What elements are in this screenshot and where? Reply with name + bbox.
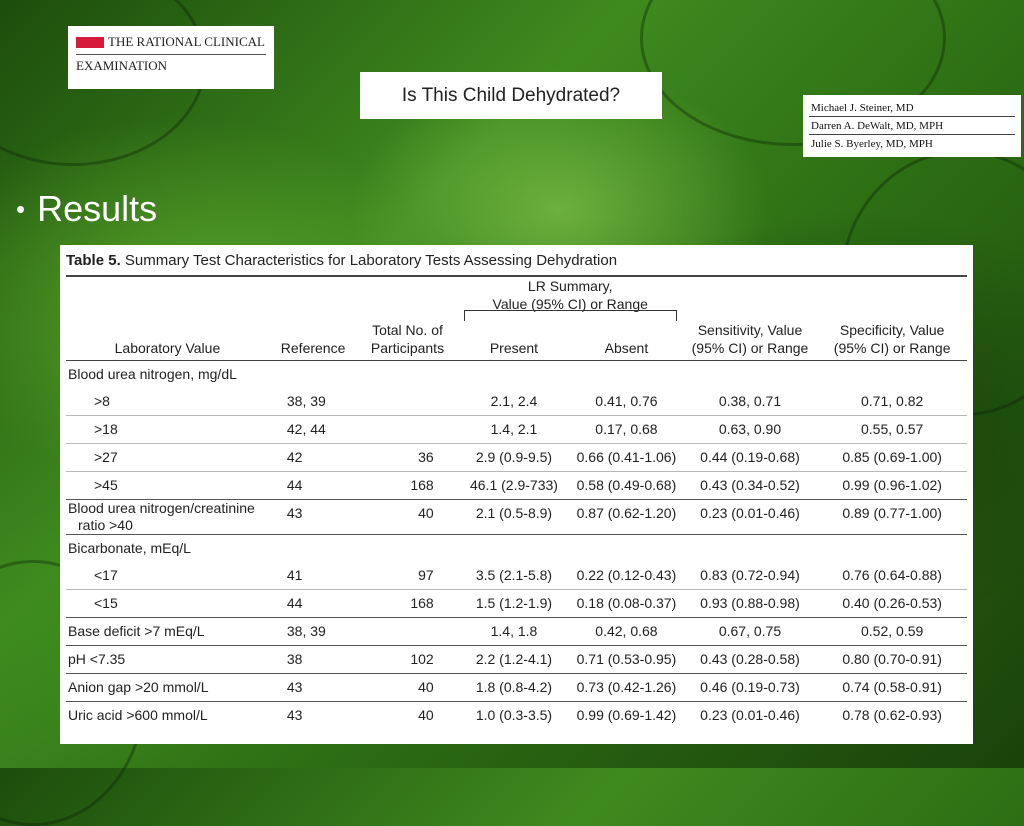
- table-row: [66, 500, 967, 535]
- section-row: [66, 535, 967, 563]
- cell-reference: 42: [269, 444, 357, 472]
- cell-reference: 38, 39: [269, 618, 357, 646]
- cell-sensitivity: 0.38, 0.71: [718, 393, 782, 409]
- cell-absent: 0.99 (0.69-1.42): [570, 702, 682, 730]
- cell-participants: [357, 388, 457, 416]
- logo-line1-text: THE RATIONAL CLINICAL: [108, 34, 265, 49]
- cell-participants: 40: [357, 702, 457, 730]
- cell-lab-value: Base deficit >7 mEq/L: [66, 618, 269, 646]
- cell-sensitivity: 0.44 (0.19-0.68): [683, 444, 818, 472]
- cell-lab-value: >27: [66, 444, 269, 472]
- cell-present: 2.9 (0.9-9.5): [458, 444, 570, 472]
- cell-present: 1.4, 2.1: [458, 416, 570, 444]
- cell-absent: 0.58 (0.49-0.68): [570, 472, 682, 500]
- cell-present: 1.0 (0.3-3.5): [458, 702, 570, 730]
- lab-test-table: [66, 277, 967, 729]
- cell-absent: 0.22 (0.12-0.43): [576, 567, 677, 583]
- cell-specificity: 0.52, 0.59: [817, 618, 967, 646]
- table-row: [66, 388, 967, 416]
- cell-reference: 44: [269, 590, 357, 618]
- header-participants: Total No. of Participants: [357, 321, 457, 361]
- cell-reference: 44: [269, 472, 357, 500]
- cell-present: 2.2 (1.2-4.1): [458, 646, 570, 674]
- cell-specificity: 0.74 (0.58-0.91): [817, 674, 967, 702]
- slide-title: Is This Child Dehydrated?: [360, 72, 662, 119]
- cell-sensitivity: 0.67, 0.75: [683, 618, 818, 646]
- table-row: [66, 562, 967, 590]
- cell-reference: 41: [286, 567, 303, 583]
- cell-participants: 36: [357, 444, 457, 472]
- cell-reference: 43: [269, 674, 357, 702]
- cell-specificity: 0.89 (0.77-1.00): [817, 500, 967, 535]
- cell-participants: 97: [418, 567, 434, 583]
- cell-sensitivity: 0.43 (0.28-0.58): [683, 646, 818, 674]
- cell-lab-value: <17: [94, 567, 118, 583]
- cell-reference: 42, 44: [269, 416, 357, 444]
- author-list: [803, 95, 1021, 157]
- cell-participants: 40: [357, 500, 457, 535]
- bullet-dot-icon: •: [16, 193, 26, 224]
- section-row: [66, 361, 967, 389]
- cell-specificity: 0.85 (0.69-1.00): [817, 444, 967, 472]
- cell-absent: 0.17, 0.68: [570, 416, 682, 444]
- cell-absent: 0.18 (0.08-0.37): [570, 590, 682, 618]
- cell-lab-value: >8: [94, 393, 110, 409]
- cell-specificity: 0.76 (0.64-0.88): [842, 567, 942, 583]
- cell-sensitivity: 0.83 (0.72-0.94): [700, 567, 800, 583]
- journal-logo: [68, 26, 274, 89]
- cell-specificity: 0.55, 0.57: [817, 416, 967, 444]
- header-laboratory-value: Laboratory Value: [66, 321, 269, 361]
- table-row: [66, 416, 967, 444]
- cell-absent: 0.66 (0.41-1.06): [570, 444, 682, 472]
- table-row: [66, 472, 967, 500]
- cell-participants: [357, 618, 457, 646]
- cell-participants: 168: [357, 590, 457, 618]
- table-row: [66, 590, 967, 618]
- lr-bracket: [464, 310, 677, 321]
- cell-sensitivity: 0.46 (0.19-0.73): [683, 674, 818, 702]
- cell-sensitivity: 0.93 (0.88-0.98): [683, 590, 818, 618]
- cell-specificity: 0.80 (0.70-0.91): [817, 646, 967, 674]
- cell-lab-value: <15: [66, 590, 269, 618]
- cell-present: 1.4, 1.8: [458, 618, 570, 646]
- cell-reference: 38: [269, 646, 357, 674]
- table-caption: [66, 249, 967, 277]
- header-present: Present: [458, 321, 570, 361]
- author-name: Julie S. Byerley, MD, MPH: [811, 138, 933, 150]
- cell-sensitivity: 0.63, 0.90: [683, 416, 818, 444]
- header-sensitivity: Sensitivity, Value (95% CI) or Range: [683, 321, 818, 361]
- table-caption-label: Table 5.: [66, 252, 121, 269]
- cell-absent: 0.73 (0.42-1.26): [570, 674, 682, 702]
- cell-lab-value: pH <7.35: [66, 646, 269, 674]
- cell-reference: 43: [269, 500, 357, 535]
- cell-specificity: 0.78 (0.62-0.93): [817, 702, 967, 730]
- section-label: Bicarbonate, mEq/L: [66, 535, 967, 563]
- cell-present: 46.1 (2.9-733): [458, 472, 570, 500]
- cell-absent: 0.42, 0.68: [570, 618, 682, 646]
- cell-lab-value: Uric acid >600 mmol/L: [66, 702, 269, 730]
- cell-lab-value: >45: [66, 472, 269, 500]
- table-row: [66, 444, 967, 472]
- table-row: [66, 702, 967, 730]
- logo-line2-text: EXAMINATION: [76, 58, 167, 73]
- cell-present: 2.1 (0.5-8.9): [458, 500, 570, 535]
- cell-lab-value: Anion gap >20 mmol/L: [66, 674, 269, 702]
- cell-participants: [357, 416, 457, 444]
- cell-reference: 43: [269, 702, 357, 730]
- cell-present: 1.8 (0.8-4.2): [458, 674, 570, 702]
- cell-specificity: 0.40 (0.26-0.53): [817, 590, 967, 618]
- cell-lab-value: Blood urea nitrogen/creatinine ratio >40: [66, 500, 269, 535]
- table-row: [66, 618, 967, 646]
- cell-specificity: 0.99 (0.96-1.02): [817, 472, 967, 500]
- logo-divider: [76, 54, 266, 55]
- table-caption-text: Summary Test Characteristics for Laboratory Tests Assessing Dehydration: [124, 252, 618, 269]
- cell-participants: 168: [357, 472, 457, 500]
- cell-present: 2.1, 2.4: [490, 393, 538, 409]
- cell-present: 1.5 (1.2-1.9): [458, 590, 570, 618]
- header-lr-summary: LR Summary, Value (95% CI) or Range: [458, 277, 683, 321]
- bullet-text: Results: [37, 188, 158, 229]
- header-reference: Reference: [269, 321, 357, 361]
- cell-absent: 0.87 (0.62-1.20): [570, 500, 682, 535]
- cell-specificity: 0.71, 0.82: [861, 393, 924, 409]
- author-name: Michael J. Steiner, MD: [809, 99, 1015, 117]
- cell-absent: 0.41, 0.76: [595, 393, 658, 409]
- table-figure: [60, 245, 973, 744]
- table-row: [66, 674, 967, 702]
- cell-absent: 0.71 (0.53-0.95): [570, 646, 682, 674]
- cell-lab-value: >18: [66, 416, 269, 444]
- header-absent: Absent: [570, 321, 682, 361]
- author-name: Darren A. DeWalt, MD, MPH: [809, 117, 1015, 135]
- cell-participants: 102: [357, 646, 457, 674]
- cell-sensitivity: 0.23 (0.01-0.46): [683, 500, 818, 535]
- section-label: Blood urea nitrogen, mg/dL: [68, 366, 237, 382]
- cell-sensitivity: 0.43 (0.34-0.52): [683, 472, 818, 500]
- logo-red-bar: [76, 37, 104, 48]
- cell-reference: 38, 39: [286, 393, 326, 409]
- header-specificity: Specificity, Value (95% CI) or Range: [817, 321, 967, 361]
- cell-participants: 40: [357, 674, 457, 702]
- cell-sensitivity: 0.23 (0.01-0.46): [683, 702, 818, 730]
- table-row: [66, 646, 967, 674]
- results-bullet: [16, 188, 157, 230]
- cell-present: 3.5 (2.1-5.8): [475, 567, 553, 583]
